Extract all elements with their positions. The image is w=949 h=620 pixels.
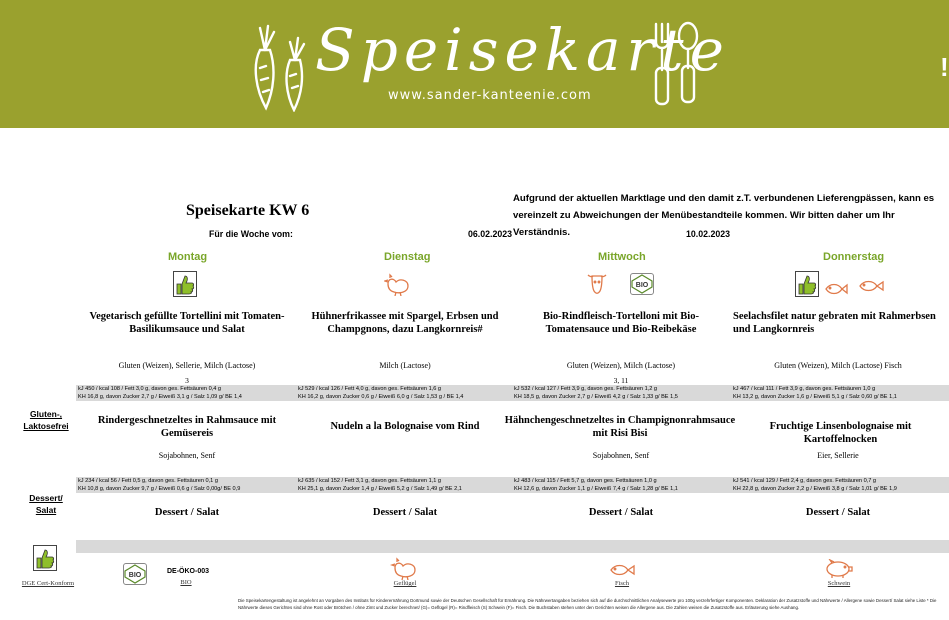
- carrots-icon: [248, 20, 316, 112]
- dessert-montag: Dessert / Salat: [154, 507, 220, 518]
- day-montag: Montag: [168, 251, 208, 263]
- allergens-mittwoch-2: Sojabohnen, Senf: [592, 451, 650, 460]
- week-label: Für die Woche vom:: [209, 229, 293, 239]
- header-banner: [0, 0, 949, 128]
- date-to: 10.02.2023: [686, 229, 731, 239]
- legend-bio-badge-icon: [123, 563, 147, 585]
- thumbs-up-icon: [795, 271, 819, 297]
- nutrition-donnerstag-2b: KH 22,8 g, davon Zucker 2,2 g / Eiweiß 3,8 g / Salz 1,01 g/ BE 1,9: [733, 486, 897, 492]
- nutrition-mittwoch-2b: KH 12,6 g, davon Zucker 1,1 g / Eiweiß 7,4 g / Salz 1,28 g/ BE 1,1: [514, 486, 678, 492]
- bio-badge-text: BIO: [635, 282, 649, 289]
- legend-gefluegel: Geflügel: [393, 580, 417, 587]
- day-dienstag: Dienstag: [384, 251, 431, 263]
- nutrition-donnerstag-1b: KH 13,2 g, davon Zucker 1,6 g / Eiweiß 5,1 g / Salz 0,60 g/ BE 1,1: [733, 394, 897, 400]
- header-exclamation: !: [940, 52, 949, 82]
- nutrition-montag-1b: KH 16,8 g, davon Zucker 2,7 g / Eiweiß 3,1 g / Salz 1,09 g/ BE 1,4: [78, 394, 242, 400]
- nutrition-montag-2a: kJ 234 / kcal 56 / Fett 0,5 g, davon ges. Fettsäuren 0,1 g: [78, 478, 218, 484]
- page-title: Speisekarte KW 6: [186, 202, 310, 219]
- thumbs-up-icon: [173, 271, 197, 297]
- dish-dienstag-1: Hühnerfrikassee mit Spargel, Erbsen und Champgnons, dazu Langkornreis#: [311, 311, 499, 335]
- dessert-donnerstag: Dessert / Salat: [805, 507, 871, 518]
- dish-mittwoch-2: Hähnchengeschnetzeltes in Champignonrahmsauce mit Risi Bisi: [504, 415, 736, 439]
- dish-montag-2: Rindergeschnetzeltes in Rahmsauce mit Gemüsereis: [97, 415, 277, 439]
- additives-mittwoch-1: 3, 11: [613, 376, 629, 385]
- nutrition-donnerstag-1a: kJ 467 / kcal 111 / Fett 3,9 g, davon ges. Fettsäuren 1,0 g: [733, 386, 876, 392]
- row-label-gluten-1: Gluten-,: [29, 409, 63, 419]
- day-donnerstag: Donnerstag: [823, 251, 885, 263]
- legend-bio-badge-text: BIO: [128, 572, 142, 579]
- date-from: 06.02.2023: [468, 229, 513, 239]
- dessert-dienstag: Dessert / Salat: [372, 507, 438, 518]
- allergens-mittwoch-1: Gluten (Weizen), Milch (Lactose): [566, 361, 676, 370]
- dish-donnerstag-2: Fruchtige Linsenbolognaise mit Kartoffelnocken: [769, 421, 912, 445]
- nutrition-montag-2b: KH 10,8 g, davon Zucker 9,7 g / Eiweiß 0,6 g / Salz 0,00g/ BE 0,9: [78, 486, 241, 492]
- nutrition-montag-1a: kJ 450 / kcal 108 / Fett 3,0 g, davon ges. Fettsäuren 0,4 g: [78, 386, 222, 392]
- allergens-montag-1: Gluten (Weizen), Sellerie, Milch (Lactose): [118, 361, 256, 370]
- legend-dge: DGE Cert-Konform: [21, 580, 75, 587]
- nutrition-dienstag-1b: KH 16,2 g, davon Zucker 0,6 g / Eiweiß 6,0 g / Salz 1,53 g / BE 1,4: [298, 394, 464, 400]
- day-mittwoch: Mittwoch: [598, 251, 646, 263]
- legend-chicken-icon: [390, 556, 420, 580]
- dessert-mittwoch: Dessert / Salat: [588, 507, 654, 518]
- bio-badge-icon: [630, 273, 654, 295]
- footer-band: [76, 540, 949, 553]
- row-label-dessert: [24, 492, 68, 516]
- nutrition-mittwoch-1b: KH 18,5 g, davon Zucker 2,7 g / Eiweiß 4,2 g / Salz 1,33 g/ BE 1,5: [514, 394, 678, 400]
- allergens-montag-2: Sojabohnen, Senf: [158, 451, 216, 460]
- nutrition-mittwoch-1a: kJ 532 / kcal 127 / Fett 3,9 g, davon ges. Fettsäuren 1,2 g: [514, 386, 658, 392]
- supply-notice: Aufgrund der aktuellen Marktlage und den damit z.T. verbundenen Lieferengpässen, kann es vereinzelt zu Abweichungen der Menübestandteile kommen. Wir bitten daher um Ihr Verständnis.: [513, 193, 935, 238]
- brand-url[interactable]: www.sander-kanteenie.com: [388, 88, 592, 103]
- legend-pig-icon: [824, 559, 854, 579]
- nutrition-dienstag-2b: KH 25,1 g, davon Zucker 1,4 g / Eiweiß 5,2 g / Salz 1,49 g/ BE 2,1: [298, 486, 462, 492]
- nutrition-dienstag-1a: kJ 529 / kcal 126 / Fett 4,0 g, davon ges. Fettsäuren 1,6 g: [298, 386, 442, 392]
- dish-donnerstag-1: Seelachsfilet natur gebraten mit Rahmerbsen und Langkornreis: [733, 311, 936, 335]
- nutrition-dienstag-2a: kJ 635 / kcal 152 / Fett 3,1 g, davon ges. Fettsäuren 1,1 g: [298, 478, 442, 484]
- cow-icon: [586, 271, 608, 295]
- row-label-dessert-2: Salat: [35, 505, 57, 515]
- fish-icon: [824, 282, 848, 296]
- dge-thumbs-up-icon: [33, 545, 57, 571]
- row-label-gluten-2: Laktosefrei: [23, 421, 69, 431]
- dish-dienstag-2: Nudeln a la Bolognaise vom Rind: [330, 421, 480, 432]
- row-label-gluten: [16, 408, 76, 432]
- disclaimer: Die Speisekartengestaltung ist angelehnt an Vorgaben des Instituts für Kinderernährung Dortmund sowie der Deutschen Gesellschaft für Ernährung. Die Nährwertangaben beziehen sich auf die durchschnittlichen Analysewerte pro 100g verzehrfertiger Komponenten. Deklaration der Zusatzstoffe und Nährwerte / Allergene sowie Dessert/ Salat siehe Liste * Die Nährwerte dieses Gerichtes sind ohne Rost oder Brötchen / ohne Zimt und Zucker berechnet/ (G)= Geflügel (R)= Rindfleisch (S) Schwein (F)= Fisch. Die Buchstaben stehen unter den Gerichten weisen die Allergene aus. Die Zahlen weisen die Zusatzstoffe aus. Erläuterung siehe Aushang.: [238, 598, 937, 610]
- legend-schwein: Schwein: [827, 580, 851, 587]
- allergens-dienstag-1: Milch (Lactose): [379, 361, 431, 370]
- legend-fish-icon: [608, 563, 636, 577]
- nutrition-donnerstag-2a: kJ 541 / kcal 129 / Fett 2,4 g, davon ges. Fettsäuren 0,7 g: [733, 478, 877, 484]
- legend-bio-code: DE-ÖKO-003: [167, 568, 210, 575]
- allergens-donnerstag-1: Gluten (Weizen), Milch (Lactose) Fisch: [774, 361, 902, 370]
- additives-montag-1: 3: [185, 376, 189, 385]
- dish-montag-1: Vegetarisch gefüllte Tortellini mit Tomaten-Basilikumsauce und Salat: [89, 311, 285, 335]
- fish-icon: [858, 279, 884, 293]
- fork-spoon-icon: [648, 20, 704, 112]
- allergens-donnerstag-2: Eier, Sellerie: [817, 451, 859, 460]
- row-label-dessert-1: Dessert/: [29, 493, 63, 503]
- dish-mittwoch-1: Bio-Rindfleisch-Tortelloni mit Bio-Tomatensauce und Bio-Reibekäse: [543, 311, 699, 335]
- chicken-icon: [384, 272, 412, 296]
- brand-title: Speisekarte: [315, 16, 730, 84]
- legend-bio: BIO: [180, 579, 192, 586]
- legend-fisch: Fisch: [614, 580, 630, 587]
- nutrition-mittwoch-2a: kJ 483 / kcal 115 / Fett 5,7 g, davon ges. Fettsäuren 1,0 g: [514, 478, 657, 484]
